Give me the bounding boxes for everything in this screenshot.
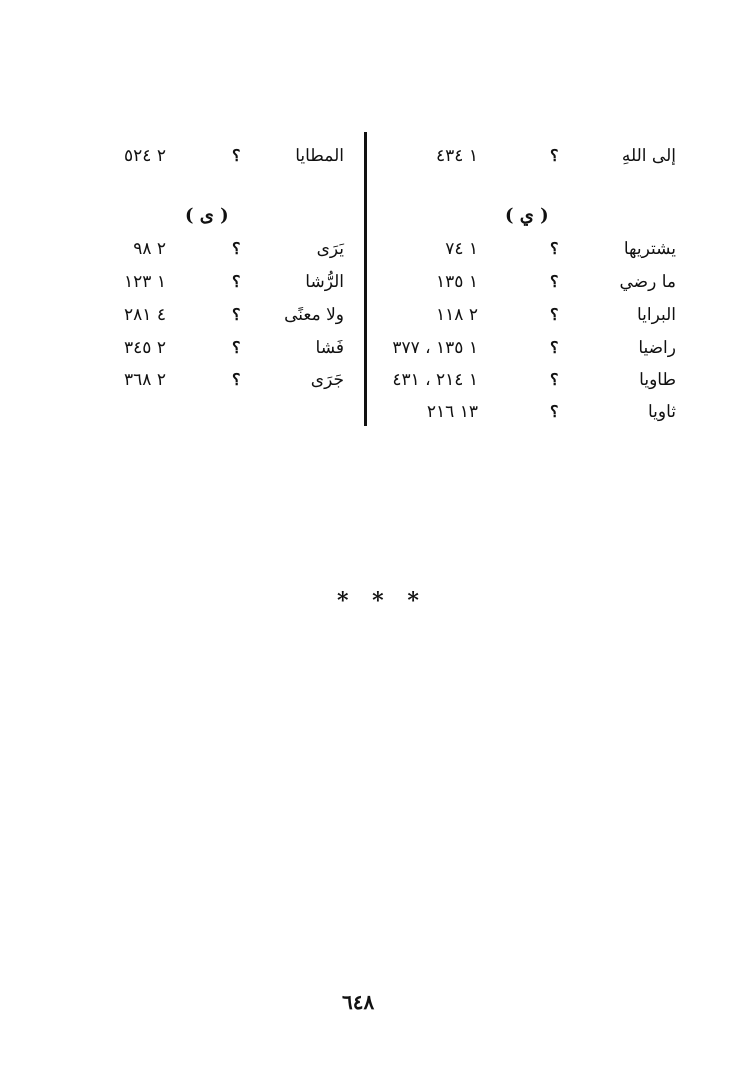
question-mark: ؟ — [550, 402, 559, 421]
entry-reference: ١ ١٣٥ ، ٣٧٧ — [392, 338, 478, 358]
index-row-top — [0, 142, 754, 170]
entry-reference: ١ ٧٤ — [445, 239, 478, 259]
entry-word: إلى اللهِ — [621, 146, 676, 166]
entry-reference: ٢ ٣٦٨ — [124, 370, 166, 390]
entry-reference: ١ ٢١٤ ، ٤٣١ — [392, 370, 478, 390]
question-mark: ؟ — [232, 239, 241, 258]
entry-word: ولا معنًى — [284, 305, 344, 325]
entry-word: يَرَى — [316, 239, 344, 259]
index-row — [0, 268, 754, 296]
entry-reference: ١ ١٣٥ — [436, 272, 478, 292]
entry-word: راضيا — [638, 338, 676, 358]
section-heading-ya: ( ي ) — [505, 205, 549, 226]
question-mark: ؟ — [550, 338, 559, 357]
question-mark: ؟ — [232, 272, 241, 291]
entry-word: ما رضي — [619, 272, 676, 292]
question-mark: ؟ — [232, 370, 241, 389]
entry-word: ثاويا — [647, 402, 676, 422]
entry-reference: ٢ ٥٢٤ — [124, 146, 166, 166]
entry-word: المطايا — [295, 146, 344, 166]
entry-word: يشتريها — [623, 239, 676, 259]
index-row — [0, 301, 754, 329]
entry-reference: ٤ ٢٨١ — [124, 305, 166, 325]
index-row — [0, 398, 754, 426]
entry-word: الرُّشا — [305, 272, 344, 292]
index-row — [0, 334, 754, 362]
question-mark: ؟ — [550, 239, 559, 258]
page-number: ٦٤٨ — [342, 990, 375, 1014]
entry-word: فَشا — [315, 338, 344, 358]
section-heading-alif-maqsura: ( ى ) — [185, 205, 229, 226]
question-mark: ؟ — [550, 272, 559, 291]
entry-word: جَرَى — [310, 370, 344, 390]
entry-reference: ٢ ١١٨ — [436, 305, 478, 325]
question-mark: ؟ — [550, 146, 559, 165]
question-mark: ؟ — [550, 305, 559, 324]
entry-word: البرايا — [636, 305, 676, 325]
question-mark: ؟ — [232, 305, 241, 324]
entry-reference: ١ ١٢٣ — [124, 272, 166, 292]
entry-reference: ٢ ٣٤٥ — [124, 338, 166, 358]
entry-reference: ١ ٤٣٤ — [436, 146, 478, 166]
entry-reference: ٢ ٩٨ — [133, 239, 166, 259]
question-mark: ؟ — [550, 370, 559, 389]
section-separator: * * * — [337, 588, 427, 614]
entry-reference: ١٣ ٢١٦ — [426, 402, 478, 422]
index-row — [0, 235, 754, 263]
entry-word: طاويا — [639, 370, 676, 390]
index-row — [0, 366, 754, 394]
question-mark: ؟ — [232, 146, 241, 165]
question-mark: ؟ — [232, 338, 241, 357]
